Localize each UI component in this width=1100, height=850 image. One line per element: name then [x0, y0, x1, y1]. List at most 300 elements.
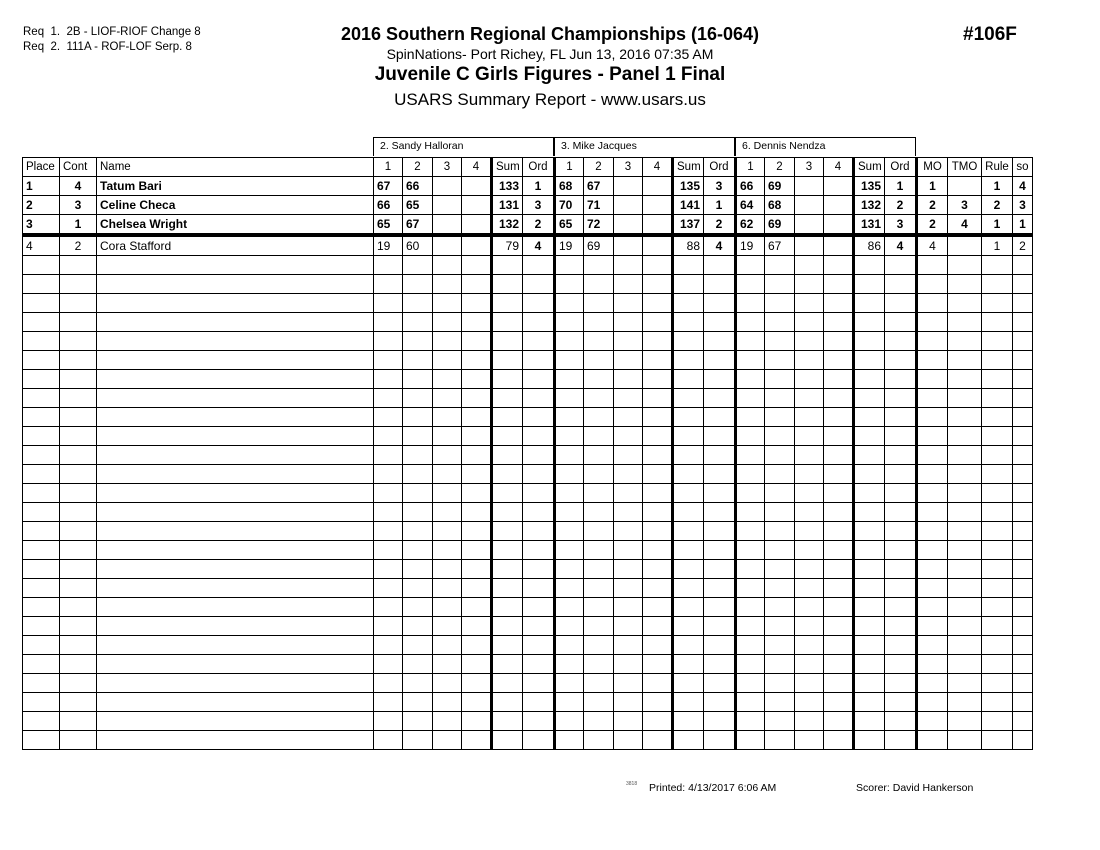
- empty-cell: [765, 370, 795, 389]
- judge-2-score-2: 71: [584, 196, 614, 215]
- mo-cell: 2: [917, 196, 948, 215]
- empty-cell: [433, 256, 462, 275]
- empty-cell: [982, 351, 1013, 370]
- empty-cell: [643, 427, 673, 446]
- empty-cell: [433, 712, 462, 731]
- empty-cell: [403, 351, 433, 370]
- table-row: [23, 196, 1033, 215]
- judge-1-score-5: 131: [492, 196, 523, 215]
- empty-cell: [854, 294, 885, 313]
- empty-cell: [97, 389, 374, 408]
- empty-cell: [643, 351, 673, 370]
- empty-cell: [584, 294, 614, 313]
- header-judge-3-col-5: Sum: [854, 158, 885, 177]
- empty-cell: [555, 579, 584, 598]
- empty-cell: [795, 370, 824, 389]
- judge-1-score-6: 1: [523, 177, 555, 196]
- empty-cell: [982, 693, 1013, 712]
- judge-2-score-6: 3: [704, 177, 736, 196]
- empty-cell: [643, 446, 673, 465]
- judge-3-score-1: 64: [736, 196, 765, 215]
- empty-cell: [948, 560, 982, 579]
- empty-cell: [23, 484, 60, 503]
- empty-cell: [643, 636, 673, 655]
- empty-cell: [643, 693, 673, 712]
- empty-cell: [736, 408, 765, 427]
- empty-cell: [23, 655, 60, 674]
- empty-cell: [948, 275, 982, 294]
- empty-cell: [403, 598, 433, 617]
- empty-cell: [433, 636, 462, 655]
- judge-2-score-2: 72: [584, 215, 614, 236]
- empty-cell: [854, 693, 885, 712]
- empty-cell: [673, 655, 704, 674]
- empty-cell: [795, 522, 824, 541]
- empty-cell: [917, 351, 948, 370]
- empty-cell: [433, 313, 462, 332]
- empty-cell: [673, 598, 704, 617]
- empty-cell: [97, 693, 374, 712]
- empty-cell: [403, 256, 433, 275]
- empty-cell: [60, 560, 97, 579]
- empty-cell: [555, 655, 584, 674]
- empty-cell: [433, 503, 462, 522]
- empty-cell: [704, 332, 736, 351]
- empty-cell: [60, 693, 97, 712]
- empty-cell: [1013, 655, 1033, 674]
- empty-cell: [523, 503, 555, 522]
- empty-cell: [23, 389, 60, 408]
- judge-1-score-3: [433, 235, 462, 256]
- empty-cell: [523, 370, 555, 389]
- empty-cell: [60, 408, 97, 427]
- empty-cell: [97, 636, 374, 655]
- empty-cell: [1013, 598, 1033, 617]
- empty-cell: [97, 617, 374, 636]
- empty-cell: [403, 313, 433, 332]
- empty-cell: [433, 731, 462, 750]
- empty-cell: [854, 712, 885, 731]
- empty-cell: [948, 674, 982, 693]
- empty-row: [23, 408, 1033, 427]
- empty-cell: [643, 617, 673, 636]
- empty-cell: [1013, 617, 1033, 636]
- empty-cell: [1013, 370, 1033, 389]
- empty-cell: [492, 408, 523, 427]
- empty-cell: [824, 674, 854, 693]
- header-judge-2-col-4: 4: [643, 158, 673, 177]
- empty-cell: [433, 446, 462, 465]
- empty-cell: [643, 522, 673, 541]
- empty-cell: [462, 598, 492, 617]
- empty-cell: [584, 389, 614, 408]
- empty-cell: [765, 332, 795, 351]
- empty-cell: [60, 332, 97, 351]
- empty-cell: [374, 541, 403, 560]
- empty-cell: [885, 503, 917, 522]
- empty-cell: [704, 560, 736, 579]
- empty-cell: [403, 731, 433, 750]
- empty-cell: [462, 275, 492, 294]
- empty-cell: [523, 693, 555, 712]
- empty-cell: [584, 674, 614, 693]
- empty-cell: [765, 674, 795, 693]
- cont-cell: 4: [60, 177, 97, 196]
- judge-2-score-3: [614, 215, 643, 236]
- empty-cell: [673, 560, 704, 579]
- empty-cell: [824, 351, 854, 370]
- empty-cell: [584, 579, 614, 598]
- empty-cell: [854, 598, 885, 617]
- column-header-row: [23, 158, 1033, 177]
- empty-cell: [824, 712, 854, 731]
- empty-row: [23, 446, 1033, 465]
- empty-cell: [854, 541, 885, 560]
- empty-cell: [765, 256, 795, 275]
- empty-cell: [374, 731, 403, 750]
- empty-cell: [60, 731, 97, 750]
- empty-cell: [97, 408, 374, 427]
- empty-cell: [854, 313, 885, 332]
- empty-cell: [982, 560, 1013, 579]
- empty-row: [23, 579, 1033, 598]
- empty-cell: [97, 579, 374, 598]
- empty-cell: [614, 617, 643, 636]
- empty-cell: [854, 446, 885, 465]
- empty-cell: [765, 579, 795, 598]
- empty-cell: [1013, 313, 1033, 332]
- empty-cell: [673, 693, 704, 712]
- empty-cell: [1013, 465, 1033, 484]
- empty-cell: [643, 598, 673, 617]
- place-cell: 1: [23, 177, 60, 196]
- empty-cell: [673, 313, 704, 332]
- empty-row: [23, 351, 1033, 370]
- empty-cell: [917, 503, 948, 522]
- empty-cell: [854, 522, 885, 541]
- judge-3-score-1: 62: [736, 215, 765, 236]
- empty-cell: [643, 370, 673, 389]
- empty-cell: [403, 465, 433, 484]
- empty-cell: [523, 560, 555, 579]
- judge-1-score-1: 19: [374, 235, 403, 256]
- header-judge-3-col-6: Ord: [885, 158, 917, 177]
- header-judge-2-col-3: 3: [614, 158, 643, 177]
- empty-cell: [704, 389, 736, 408]
- empty-cell: [614, 522, 643, 541]
- empty-cell: [982, 256, 1013, 275]
- empty-cell: [854, 560, 885, 579]
- judge-1-score-2: 65: [403, 196, 433, 215]
- empty-cell: [97, 256, 374, 275]
- empty-cell: [736, 579, 765, 598]
- empty-cell: [765, 655, 795, 674]
- header-judge-3-col-4: 4: [824, 158, 854, 177]
- judge-3-score-3: [795, 177, 824, 196]
- empty-cell: [23, 427, 60, 446]
- empty-cell: [614, 256, 643, 275]
- empty-cell: [704, 484, 736, 503]
- empty-cell: [704, 541, 736, 560]
- empty-cell: [795, 294, 824, 313]
- empty-cell: [433, 275, 462, 294]
- empty-cell: [854, 674, 885, 693]
- empty-cell: [885, 522, 917, 541]
- empty-cell: [948, 351, 982, 370]
- empty-cell: [982, 275, 1013, 294]
- empty-cell: [673, 275, 704, 294]
- empty-cell: [795, 484, 824, 503]
- empty-cell: [795, 598, 824, 617]
- empty-cell: [584, 370, 614, 389]
- empty-cell: [736, 541, 765, 560]
- empty-cell: [736, 598, 765, 617]
- empty-cell: [97, 731, 374, 750]
- empty-cell: [824, 332, 854, 351]
- empty-cell: [555, 370, 584, 389]
- empty-cell: [643, 389, 673, 408]
- judge-3-score-2: 69: [765, 215, 795, 236]
- empty-cell: [982, 313, 1013, 332]
- empty-cell: [60, 579, 97, 598]
- judge-3-score-6: 2: [885, 196, 917, 215]
- empty-cell: [736, 693, 765, 712]
- empty-cell: [462, 256, 492, 275]
- table-row: [23, 177, 1033, 196]
- empty-cell: [982, 712, 1013, 731]
- empty-cell: [23, 370, 60, 389]
- empty-cell: [704, 446, 736, 465]
- empty-cell: [584, 712, 614, 731]
- empty-cell: [555, 332, 584, 351]
- empty-cell: [673, 332, 704, 351]
- judge-2-score-1: 68: [555, 177, 584, 196]
- empty-cell: [374, 503, 403, 522]
- empty-cell: [948, 484, 982, 503]
- empty-cell: [765, 446, 795, 465]
- empty-cell: [555, 636, 584, 655]
- empty-cell: [643, 408, 673, 427]
- empty-cell: [982, 484, 1013, 503]
- empty-cell: [885, 636, 917, 655]
- empty-cell: [948, 465, 982, 484]
- tmo-cell: [948, 235, 982, 256]
- empty-cell: [704, 693, 736, 712]
- empty-cell: [614, 275, 643, 294]
- empty-cell: [97, 674, 374, 693]
- header-judge-1-col-6: Ord: [523, 158, 555, 177]
- header-judge-2-col-1: 1: [555, 158, 584, 177]
- empty-cell: [492, 503, 523, 522]
- empty-cell: [982, 408, 1013, 427]
- empty-cell: [885, 275, 917, 294]
- empty-cell: [854, 256, 885, 275]
- empty-cell: [60, 427, 97, 446]
- empty-cell: [374, 275, 403, 294]
- empty-cell: [23, 313, 60, 332]
- judge-2-score-5: 135: [673, 177, 704, 196]
- empty-cell: [1013, 731, 1033, 750]
- empty-cell: [795, 389, 824, 408]
- cont-cell: 2: [60, 235, 97, 256]
- empty-cell: [795, 731, 824, 750]
- empty-cell: [765, 731, 795, 750]
- empty-row: [23, 693, 1033, 712]
- judge-header-3: 6. Dennis Nendza: [735, 137, 916, 156]
- empty-cell: [462, 541, 492, 560]
- empty-cell: [523, 332, 555, 351]
- empty-cell: [462, 446, 492, 465]
- empty-cell: [523, 617, 555, 636]
- empty-cell: [433, 560, 462, 579]
- empty-cell: [60, 503, 97, 522]
- empty-cell: [23, 598, 60, 617]
- empty-cell: [885, 427, 917, 446]
- empty-cell: [462, 408, 492, 427]
- empty-cell: [1013, 427, 1033, 446]
- empty-cell: [795, 408, 824, 427]
- empty-cell: [23, 408, 60, 427]
- empty-cell: [736, 655, 765, 674]
- empty-cell: [673, 579, 704, 598]
- empty-cell: [60, 313, 97, 332]
- header-place: Place: [23, 158, 60, 177]
- empty-cell: [584, 351, 614, 370]
- empty-cell: [736, 522, 765, 541]
- judge-1-score-3: [433, 177, 462, 196]
- empty-cell: [462, 465, 492, 484]
- empty-cell: [704, 617, 736, 636]
- empty-cell: [643, 655, 673, 674]
- empty-cell: [673, 541, 704, 560]
- empty-cell: [492, 484, 523, 503]
- empty-cell: [523, 636, 555, 655]
- empty-cell: [736, 313, 765, 332]
- empty-cell: [584, 522, 614, 541]
- empty-cell: [704, 674, 736, 693]
- judge-2-score-1: 70: [555, 196, 584, 215]
- empty-row: [23, 655, 1033, 674]
- empty-cell: [765, 503, 795, 522]
- empty-row: [23, 617, 1033, 636]
- empty-cell: [736, 370, 765, 389]
- empty-cell: [673, 503, 704, 522]
- empty-cell: [97, 522, 374, 541]
- empty-cell: [643, 256, 673, 275]
- empty-cell: [917, 655, 948, 674]
- empty-cell: [60, 256, 97, 275]
- empty-cell: [885, 541, 917, 560]
- empty-cell: [673, 408, 704, 427]
- empty-cell: [23, 674, 60, 693]
- empty-cell: [982, 332, 1013, 351]
- empty-cell: [885, 579, 917, 598]
- empty-cell: [824, 294, 854, 313]
- judge-1-score-2: 67: [403, 215, 433, 236]
- skater-name: Celine Checa: [97, 196, 374, 215]
- empty-cell: [673, 351, 704, 370]
- empty-cell: [584, 598, 614, 617]
- empty-cell: [614, 332, 643, 351]
- empty-cell: [492, 674, 523, 693]
- empty-cell: [948, 655, 982, 674]
- empty-cell: [555, 674, 584, 693]
- empty-cell: [643, 332, 673, 351]
- empty-cell: [462, 579, 492, 598]
- empty-cell: [374, 427, 403, 446]
- empty-cell: [584, 693, 614, 712]
- empty-cell: [795, 503, 824, 522]
- judge-2-score-5: 88: [673, 235, 704, 256]
- empty-cell: [492, 313, 523, 332]
- empty-cell: [97, 484, 374, 503]
- empty-cell: [403, 579, 433, 598]
- judge-2-score-6: 2: [704, 215, 736, 236]
- empty-cell: [1013, 408, 1033, 427]
- empty-cell: [403, 655, 433, 674]
- so-cell: 1: [1013, 215, 1033, 236]
- judge-3-score-4: [824, 177, 854, 196]
- empty-cell: [584, 427, 614, 446]
- empty-cell: [555, 427, 584, 446]
- empty-cell: [917, 313, 948, 332]
- empty-cell: [765, 427, 795, 446]
- empty-cell: [736, 389, 765, 408]
- empty-row: [23, 427, 1033, 446]
- header-rule: Rule: [982, 158, 1013, 177]
- empty-cell: [736, 446, 765, 465]
- empty-cell: [555, 712, 584, 731]
- empty-cell: [795, 617, 824, 636]
- empty-cell: [824, 313, 854, 332]
- empty-cell: [492, 636, 523, 655]
- empty-cell: [765, 560, 795, 579]
- empty-cell: [60, 275, 97, 294]
- empty-cell: [462, 351, 492, 370]
- judge-1-score-3: [433, 196, 462, 215]
- empty-cell: [555, 313, 584, 332]
- empty-cell: [673, 617, 704, 636]
- empty-cell: [462, 522, 492, 541]
- empty-cell: [765, 484, 795, 503]
- empty-cell: [824, 256, 854, 275]
- empty-cell: [948, 446, 982, 465]
- empty-cell: [917, 636, 948, 655]
- empty-cell: [374, 617, 403, 636]
- empty-cell: [584, 446, 614, 465]
- empty-row: [23, 256, 1033, 275]
- mo-cell: 4: [917, 235, 948, 256]
- empty-cell: [795, 655, 824, 674]
- empty-cell: [523, 484, 555, 503]
- requirement-1: Req 1. 2B - LIOF-RIOF Change 8: [23, 26, 201, 38]
- empty-cell: [23, 541, 60, 560]
- empty-cell: [492, 579, 523, 598]
- empty-cell: [403, 693, 433, 712]
- empty-cell: [765, 712, 795, 731]
- empty-cell: [765, 617, 795, 636]
- judge-3-score-5: 86: [854, 235, 885, 256]
- empty-cell: [765, 294, 795, 313]
- judge-2-score-3: [614, 235, 643, 256]
- empty-cell: [917, 370, 948, 389]
- mo-cell: 2: [917, 215, 948, 236]
- empty-cell: [555, 389, 584, 408]
- empty-cell: [23, 617, 60, 636]
- empty-row: [23, 636, 1033, 655]
- empty-cell: [704, 522, 736, 541]
- empty-cell: [60, 351, 97, 370]
